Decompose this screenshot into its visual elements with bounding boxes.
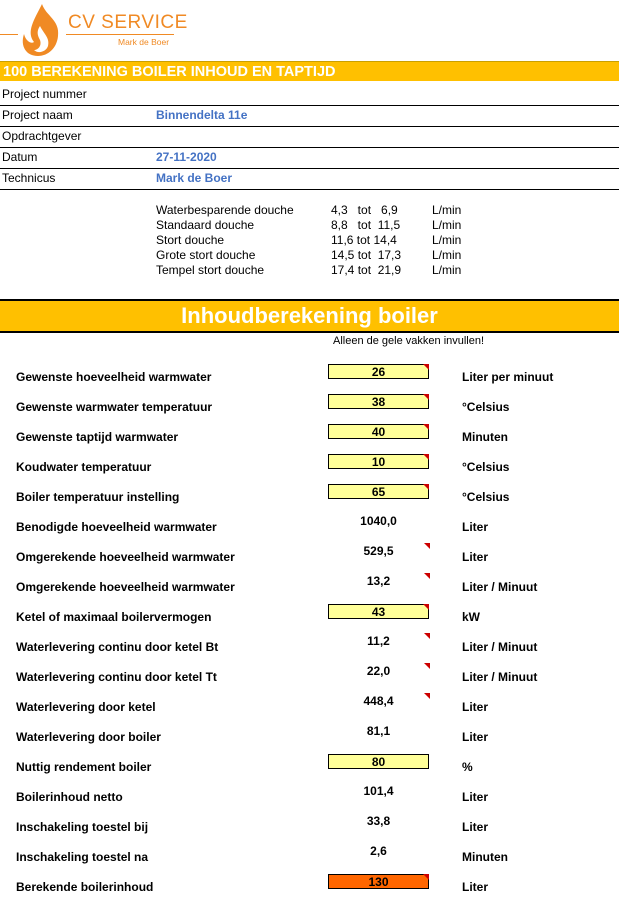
project-label: Project naam <box>2 108 73 122</box>
shower-range: 14,5 tot 17,3 <box>331 248 402 262</box>
calc-label: Inschakeling toestel na <box>16 850 149 864</box>
comment-marker-icon <box>423 454 429 460</box>
calc-unit: Minuten <box>462 430 508 444</box>
calc-cell <box>328 574 429 589</box>
calc-value: 81,1 <box>366 724 391 738</box>
section-title: Inhoudberekening boiler <box>0 299 619 333</box>
comment-marker-icon <box>424 543 430 549</box>
page-title: 100 BEREKENING BOILER INHOUD EN TAPTIJD <box>0 61 619 81</box>
calc-value: 33,8 <box>366 814 391 828</box>
calc-label: Koudwater temperatuur <box>16 460 152 474</box>
shower-range: 8,8 tot 11,5 <box>331 218 401 232</box>
shower-name: Waterbesparende douche <box>156 203 294 217</box>
calc-label: Waterlevering continu door ketel Tt <box>16 670 217 684</box>
calc-value: 13,2 <box>366 574 391 588</box>
calc-row <box>0 722 619 752</box>
calc-value: 101,4 <box>363 784 394 798</box>
comment-marker-icon <box>424 573 430 579</box>
calc-label: Waterlevering continu door ketel Bt <box>16 640 219 654</box>
calc-cell <box>328 694 429 709</box>
project-value[interactable]: 27-11-2020 <box>156 150 217 164</box>
calc-row <box>0 362 619 392</box>
calc-unit: kW <box>462 610 480 624</box>
calc-value: 38 <box>371 395 386 409</box>
input-cell[interactable] <box>328 754 429 769</box>
comment-marker-icon <box>423 364 429 370</box>
calc-label: Berekende boilerinhoud <box>16 880 154 894</box>
calc-row <box>0 842 619 872</box>
comment-marker-icon <box>423 424 429 430</box>
calc-cell <box>328 514 429 529</box>
calc-label: Gewenste hoeveelheid warmwater <box>16 370 212 384</box>
calc-unit: Liter <box>462 790 489 804</box>
comment-marker-icon <box>423 874 429 880</box>
calc-value: 22,0 <box>366 664 391 678</box>
calc-unit: Liter <box>462 820 489 834</box>
calc-row <box>0 812 619 842</box>
calc-row <box>0 692 619 722</box>
result-cell <box>328 874 429 889</box>
calc-unit: Liter <box>462 520 489 534</box>
shower-unit: L/min <box>432 263 462 277</box>
shower-row <box>0 233 619 248</box>
calc-value: 65 <box>371 485 386 499</box>
project-row <box>0 168 619 190</box>
calc-row <box>0 392 619 422</box>
calc-label: Nuttig rendement boiler <box>16 760 152 774</box>
calc-label: Benodigde hoeveelheid warmwater <box>16 520 217 534</box>
calc-label: Waterlevering door ketel <box>16 700 156 714</box>
calc-cell <box>328 724 429 739</box>
logo-title: CV SERVICE <box>68 12 188 33</box>
shower-name: Standaard douche <box>156 218 255 232</box>
project-label: Project nummer <box>2 87 87 101</box>
calc-label: Omgerekende hoeveelheid warmwater <box>16 550 235 564</box>
shower-unit: L/min <box>432 218 462 232</box>
calc-row <box>0 632 619 662</box>
calc-row <box>0 572 619 602</box>
calc-unit: °Celsius <box>462 400 510 414</box>
calc-unit: °Celsius <box>462 460 510 474</box>
calc-value: 26 <box>371 365 386 379</box>
calc-value: 1040,0 <box>360 514 397 528</box>
calc-label: Gewenste warmwater temperatuur <box>16 400 213 414</box>
calc-row <box>0 662 619 692</box>
shower-unit: L/min <box>432 233 462 247</box>
calc-unit: Liter <box>462 550 489 564</box>
calc-label: Inschakeling toestel bij <box>16 820 149 834</box>
calc-cell <box>328 814 429 829</box>
calc-unit: Liter <box>462 700 489 714</box>
calc-value: 2,6 <box>370 844 387 858</box>
calc-row <box>0 542 619 572</box>
comment-marker-icon <box>424 693 430 699</box>
company-logo <box>0 0 200 60</box>
calc-row <box>0 512 619 542</box>
calc-value: 130 <box>368 875 389 889</box>
calc-unit: % <box>462 760 473 774</box>
input-cell[interactable] <box>328 394 429 409</box>
comment-marker-icon <box>423 394 429 400</box>
calc-row <box>0 422 619 452</box>
project-row <box>0 84 619 106</box>
calc-label: Gewenste taptijd warmwater <box>16 430 179 444</box>
calc-value: 11,2 <box>367 634 390 648</box>
calc-value: 448,4 <box>363 694 394 708</box>
calc-row <box>0 452 619 482</box>
shower-unit: L/min <box>432 248 462 262</box>
project-label: Technicus <box>2 171 56 185</box>
calc-cell <box>328 844 429 859</box>
comment-marker-icon <box>424 663 430 669</box>
shower-name: Grote stort douche <box>156 248 256 262</box>
calc-label: Waterlevering door boiler <box>16 730 161 744</box>
shower-row <box>0 248 619 263</box>
calc-unit: Liter / Minuut <box>462 670 538 684</box>
shower-name: Tempel stort douche <box>156 263 265 277</box>
shower-row <box>0 263 619 278</box>
project-value[interactable]: Mark de Boer <box>156 171 233 185</box>
calc-value: 80 <box>371 755 386 769</box>
comment-marker-icon <box>424 633 430 639</box>
flame-icon <box>12 2 72 60</box>
input-cell[interactable] <box>328 604 429 619</box>
calc-unit: Liter <box>462 880 489 894</box>
shower-range: 11,6 tot 14,4 <box>331 233 397 247</box>
shower-row <box>0 218 619 233</box>
calc-value: 43 <box>371 605 386 619</box>
calc-label: Ketel of maximaal boilervermogen <box>16 610 212 624</box>
input-cell[interactable] <box>328 454 429 469</box>
calc-label: Omgerekende hoeveelheid warmwater <box>16 580 235 594</box>
project-value[interactable]: Binnendelta 11e <box>156 108 248 122</box>
input-cell[interactable] <box>328 484 429 499</box>
calc-row <box>0 782 619 812</box>
shower-row <box>0 203 619 218</box>
calc-cell <box>328 544 429 559</box>
calc-value: 40 <box>371 425 386 439</box>
calc-cell <box>328 664 429 679</box>
logo-subtitle: Mark de Boer <box>118 37 170 47</box>
shower-range: 17,4 tot 21,9 <box>331 263 402 277</box>
project-label: Datum <box>2 150 38 164</box>
project-row <box>0 147 619 169</box>
calc-row <box>0 872 619 902</box>
comment-marker-icon <box>423 484 429 490</box>
input-cell[interactable] <box>328 424 429 439</box>
calc-unit: Liter / Minuut <box>462 580 538 594</box>
input-notice: Alleen de gele vakken invullen! <box>333 335 485 347</box>
calc-row <box>0 482 619 512</box>
calc-unit: Liter <box>462 730 489 744</box>
project-row <box>0 126 619 148</box>
calc-row <box>0 752 619 782</box>
shower-unit: L/min <box>432 203 462 217</box>
calc-unit: °Celsius <box>462 490 510 504</box>
calc-unit: Minuten <box>462 850 508 864</box>
calc-value: 529,5 <box>363 544 394 558</box>
calc-row <box>0 602 619 632</box>
project-row <box>0 105 619 127</box>
calc-unit: Liter per minuut <box>462 370 554 384</box>
shower-name: Stort douche <box>156 233 225 247</box>
project-label: Opdrachtgever <box>2 129 82 143</box>
shower-range: 4,3 tot 6,9 <box>331 203 398 217</box>
calc-unit: Liter / Minuut <box>462 640 538 654</box>
calc-cell <box>328 784 429 799</box>
input-cell[interactable] <box>328 364 429 379</box>
calc-value: 10 <box>371 455 386 469</box>
calc-cell <box>328 634 429 649</box>
comment-marker-icon <box>423 604 429 610</box>
calc-label: Boiler temperatuur instelling <box>16 490 180 504</box>
calc-label: Boilerinhoud netto <box>16 790 123 804</box>
